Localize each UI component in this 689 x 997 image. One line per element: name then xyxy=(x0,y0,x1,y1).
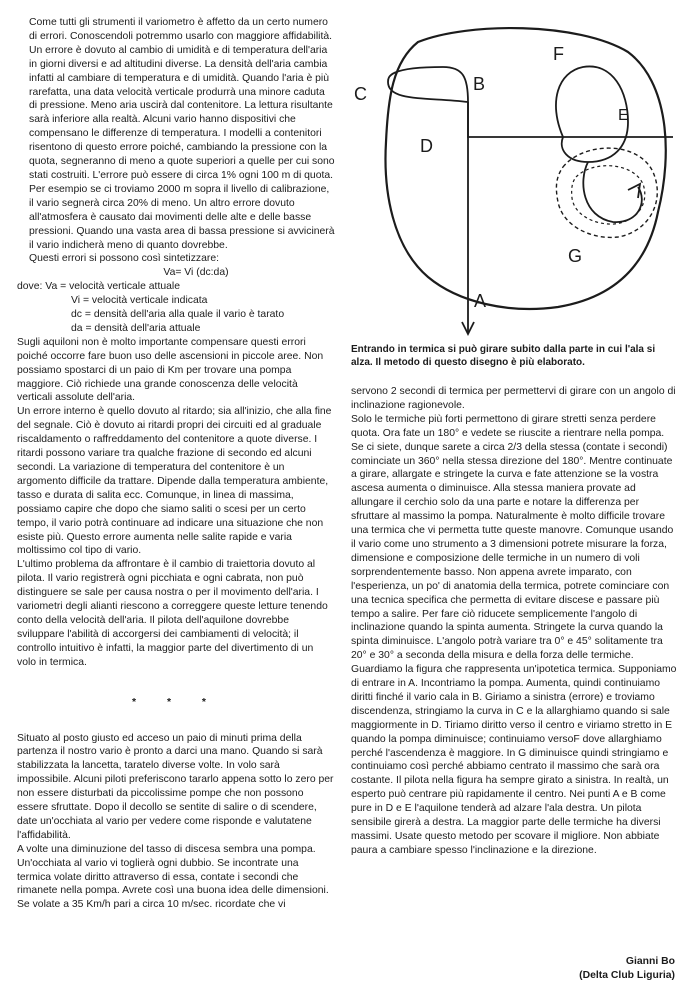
label-d: D xyxy=(420,136,433,156)
definitions xyxy=(17,280,335,336)
label-b: B xyxy=(473,74,486,94)
section-separator: * * * xyxy=(132,696,220,708)
paragraph: L'ultimo problema da affrontare è il cambio di traiettoria dovuto al pilota. Il vario registrerà ogni picchiata e ogni cabrata, non può distinguere se sale per causa nostra o per il movimento dell'aria. I variometri degli alianti riescono a correggere queste letture tenendo conto della velocità dell'aria. Il pilota dell'aquilone dovrebbe sviluppare l'abilità di accorgersi dei cambiamenti di velocità; il controllo intuitivo è infatti, la maggior parte del divertimento di un volo in termica. xyxy=(17,559,328,668)
left-column xyxy=(17,16,335,912)
paragraph: Solo le termiche più forti permettono di girare stretti senza perdere quota. Ora fate un 180° e vedete se riuscite a rientrare nella pompa. Se ci siete, dunque sarete a circa 2/3 della stessa (contate i secondi) cominciate un 360° nella stessa direzione del 180°. Mentre continuate a girare, allargate e stringete la curva e fate attenzione se la vostra ascesa aumenta o diminuisce. Alla stessa maniera provate ad allungare il cerchio solo da una parte e notare la differenza per sfruttare al massimo la pompa. Naturalmente è molto difficile trovare una termica che vi permetta tutte queste manovre. Comunque usando il vario come uno strumento a 3 dimensioni potrete misurare la forza, dimensione e composizione delle termiche in un numero di voli sorprendentemente basso. Non appena avrete imparato, con l'esperienza, un po' di anatomia della termica, potrete cominciare con una tecnica specifica che permetta di evitare discese e passare più tempo a salire. Per fare ciò riducete semplicemente l'angolo di inclinazione quando la spinta aumenta. Stringete la curva quando la spinta diminuisce. L'angolo potrà variare tra 0° e 45° solitamente tra 20° e 30° a seconda della misura e della forza delle termiche. Guardiamo la figura che rappresenta un'ipotetica termica. Supponiamo di entrare in A. Incontriamo la pompa. Aumenta, quindi continuiamo diritti finché il vario cala in B. Giriamo a sinistra (errore) e troviamo discendenza, stringiamo la curva in C e la allarghiamo quando si sale maggiormente in D. Tiriamo diritto verso il centro e viriamo stretto in E quando la pompa diminuisce; continuiamo versoF dove allarghiamo perché l'ascendenza è maggiore. In G diminuisce quindi stringiamo e continuiamo così perché abbiamo centrato il massimo che sarà ora costante. Il pilota nella figura ha sempre girato a sinistra. In realtà, un esperto può centrare più rapidamente il centro. Nei punti A e B come pure in D e E l'aquilone tenderà ad alzare l'ala destra. Un pilota sensibile girerà a destra. La maggior parte delle termiche ha diversi massimi. Usate questo metodo per scovare il migliore. Non abbiate paura a cambiare spesso l'inclinazione e la direzione. xyxy=(351,413,677,856)
thermal-diagram-svg xyxy=(348,22,678,340)
label-a: A xyxy=(474,291,487,311)
flight-path-spiral xyxy=(583,162,642,222)
definition-row: da = densità dell'aria attuale xyxy=(71,322,201,334)
thermal-core-inner xyxy=(572,166,645,224)
paragraph: Situato al posto giusto ed acceso un paio di minuti prima della partenza il nostro vario è pronto a darci una mano. Quando si sarà stabilizzata la lancetta, taratelo diverse volte. In volo sarà impossibile. Alcuni piloti preferiscono tararlo appena sotto lo zero per non essere disturbati da piccolissime pompe che non possono essere sfruttate. Dopo il decollo se sentite di salire o di scendere, date un'occhiata al vario per vedere come risponde e valutatene l'affidabilità. xyxy=(17,732,334,841)
paragraph: A volte una diminuzione del tasso di discesa sembra una pompa. Un'occhiata al vario vi toglierà ogni dubbio. Se incontrate una termica volate diritto attraverso di essa, contate i secondi che rimanete nella pompa. Avrete così una buona idea delle dimensioni. Se volate a 35 Km/h pari a circa 10 m/sec. ricordate che vi xyxy=(17,843,329,911)
author-affiliation: (Delta Club Liguria) xyxy=(579,970,675,981)
formula: Va= Vi (dc:da) xyxy=(163,267,229,279)
author-signature xyxy=(579,955,675,983)
label-c: C xyxy=(354,84,367,104)
definition-row: dc = densità dell'aria alla quale il vario è tarato xyxy=(71,309,285,321)
label-e: E xyxy=(618,107,629,124)
figure-caption: Entrando in termica si può girare subito dalla parte in cui l'ala si alza. Il metodo di questo disegno è più elaborato. xyxy=(351,344,656,368)
arrow-head-icon xyxy=(628,184,640,198)
author-name: Gianni Bo xyxy=(625,956,675,967)
flight-path-straight xyxy=(468,102,673,137)
paragraph: Come tutti gli strumenti il variometro è affetto da un certo numero di errori. Conoscendoli potremmo usarlo con maggiore affidabilità. Un errore è dovuto al cambio di umidità e di temperatura dell'aria in giorni diversi e ad altitudini diverse. La densità dell'aria cambia infatti al cambiare di temperatura e di umidità. Quando l'aria è più rarefatta, una data velocità verticale produrrà una minore caduta di pressione. Meno aria uscirà dal contenitore. La lettura risultante sarà inferiore alla realtà. Alcuni vario hanno dispositivi che compensano le differenze di temperatura. I modelli a contenitori risentono di questo errore poiché, cambiando la pressione con la quota, segneranno di meno a quote superiori a quelle per cui sono stati costruiti. L'errore può essere di circa 1% ogni 100 m di quota. Per esempio se ci troviamo 2000 m sopra il livello di calibrazione, il vario segnerà circa 20% di meno. Un altro errore dovuto all'atmosfera è causato dai movimenti delle alte e delle basse pressioni. Quando una vasta area di bassa pressione si avvicinerà il vario indicherà meno di quanto dovrebbe. xyxy=(29,17,335,251)
thermal-diagram xyxy=(348,22,678,340)
definition-row: dove: Va = velocità verticale attuale xyxy=(17,281,180,293)
label-g: G xyxy=(568,246,583,266)
right-column xyxy=(351,385,677,858)
definition-row: Vi = velocità verticale indicata xyxy=(71,295,208,307)
paragraph: Questi errori si possono così sintetizzare: xyxy=(29,253,219,265)
paragraph: servono 2 secondi di termica per permettervi di girare con un angolo di inclinazione ragionevole. xyxy=(351,386,676,411)
paragraph: Un errore interno è quello dovuto al ritardo; sia all'inizio, che alla fine del segnale. Ciò è dovuto ai ritardi propri dei circuiti ed al graduale riscaldamento o raffreddamento del contenitore a quote diverse. I ritardi possono variare tra qualche frazione di secondo ed alcuni secondi. La variazione di temperatura del contenitore è un argomento difficile da trattare. Dipende dalla temperatura ambiente, tasso e durata di salita ecc. Comunque, in linea di massima, possiamo capire che dopo che siamo saliti o scesi per un certo tempo, il vario potrà continuare ad indicare una situazione che non esiste più. Questo errore aumenta nelle salite rapide e varia moltissimo col tipo di vario. xyxy=(17,406,332,557)
label-f: F xyxy=(553,44,564,64)
paragraph: Sugli aquiloni non è molto importante compensare questi errori poiché occorre fare buon uso delle ascensioni in piccole aree. Non possiamo spostarci di un paio di Km per trovare una pompa maggiore. Ciò richiede una grande conoscenza delle velocità verticali assolute dell'aria. xyxy=(17,336,324,404)
